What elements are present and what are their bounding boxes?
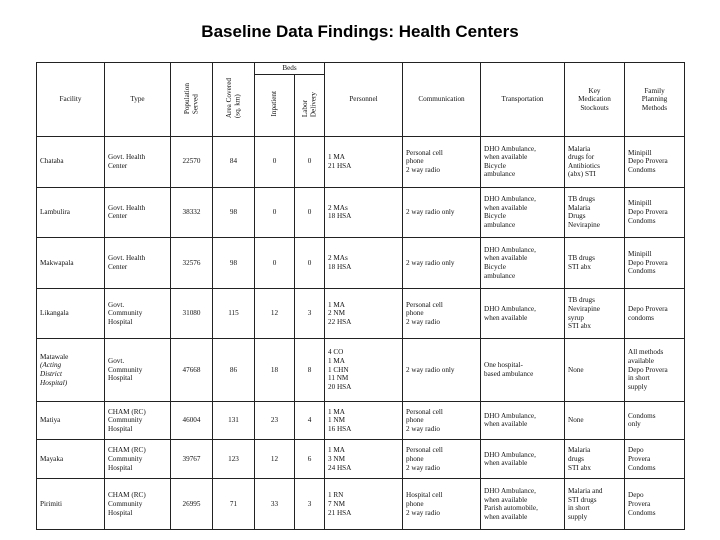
header-beds: Beds xyxy=(255,63,325,75)
population-cell: 46004 xyxy=(171,401,213,440)
population-cell: 22570 xyxy=(171,137,213,188)
communication-cell: 2 way radio only xyxy=(403,339,481,401)
population-cell: 31080 xyxy=(171,288,213,339)
transportation-cell: DHO Ambulance, when available Bicycle ambulance xyxy=(481,137,565,188)
communication-cell: Hospital cell phone 2 way radio xyxy=(403,479,481,530)
page-title: Baseline Data Findings: Health Centers xyxy=(201,22,519,41)
transportation-cell: DHO Ambulance, when available Bicycle ambulance xyxy=(481,238,565,289)
facility-note: (Acting District Hospital) xyxy=(40,361,68,387)
inpatient-cell: 18 xyxy=(255,339,295,401)
facility-name: Mayaka xyxy=(40,455,64,464)
labor-cell: 3 xyxy=(295,479,325,530)
table-row xyxy=(37,137,685,188)
communication-cell: Personal cell phone 2 way radio xyxy=(403,440,481,479)
labor-cell: 6 xyxy=(295,440,325,479)
area-cell: 98 xyxy=(213,187,255,238)
facility-name: Chataba xyxy=(40,157,64,166)
table-row xyxy=(37,238,685,289)
family-planning-cell: Minipill Depo Provera Condoms xyxy=(625,137,685,188)
facility-cell xyxy=(37,288,105,339)
transportation-cell: DHO Ambulance, when available Parish automobile, when available xyxy=(481,479,565,530)
table-row xyxy=(37,339,685,401)
transportation-cell: DHO Ambulance, when available Bicycle ambulance xyxy=(481,187,565,238)
personnel-cell: 1 MA 2 NM 22 HSA xyxy=(325,288,403,339)
personnel-cell: 1 RN 7 NM 21 HSA xyxy=(325,479,403,530)
family-planning-cell: All methods available Depo Provera in short supply xyxy=(625,339,685,401)
header-inpatient: Inpatient xyxy=(255,75,295,137)
personnel-cell: 1 MA 3 NM 24 HSA xyxy=(325,440,403,479)
header-area: Area Covered (sq. km) xyxy=(213,63,255,137)
type-cell: CHAM (RC) Community Hospital xyxy=(105,401,171,440)
medication-cell: None xyxy=(565,401,625,440)
communication-cell: Personal cell phone 2 way radio xyxy=(403,288,481,339)
facility-cell xyxy=(37,238,105,289)
table-row xyxy=(37,288,685,339)
facility-name: Lambulira xyxy=(40,208,70,217)
area-cell: 115 xyxy=(213,288,255,339)
inpatient-cell: 12 xyxy=(255,288,295,339)
facility-name: Matiya xyxy=(40,416,61,425)
area-cell: 131 xyxy=(213,401,255,440)
area-cell: 98 xyxy=(213,238,255,289)
type-cell: CHAM (RC) Community Hospital xyxy=(105,440,171,479)
type-cell: Govt. Health Center xyxy=(105,238,171,289)
family-planning-cell: Depo Provera Condoms xyxy=(625,479,685,530)
header-population: Population Served xyxy=(171,63,213,137)
area-cell: 84 xyxy=(213,137,255,188)
header-communication: Communication xyxy=(403,63,481,137)
header-medication: Key Medication Stockouts xyxy=(565,63,625,137)
facility-cell xyxy=(37,137,105,188)
facility-name: Likangala xyxy=(40,309,69,318)
labor-cell: 8 xyxy=(295,339,325,401)
medication-cell: None xyxy=(565,339,625,401)
family-planning-cell: Condoms only xyxy=(625,401,685,440)
header-family-planning: Family Planning Methods xyxy=(625,63,685,137)
communication-cell: Personal cell phone 2 way radio xyxy=(403,401,481,440)
header-facility: Facility xyxy=(37,63,105,137)
medication-cell: TB drugs Malaria Drugs Nevirapine xyxy=(565,187,625,238)
table-row xyxy=(37,187,685,238)
area-cell: 71 xyxy=(213,479,255,530)
facility-name: Pirimiti xyxy=(40,499,62,508)
table-row xyxy=(37,401,685,440)
facility-cell xyxy=(37,339,105,401)
header-transportation: Transportation xyxy=(481,63,565,137)
facility-cell xyxy=(37,479,105,530)
population-cell: 26995 xyxy=(171,479,213,530)
inpatient-cell: 0 xyxy=(255,238,295,289)
medication-cell: TB drugs STI abx xyxy=(565,238,625,289)
family-planning-cell: Depo Provera Condoms xyxy=(625,440,685,479)
type-cell: CHAM (RC) Community Hospital xyxy=(105,479,171,530)
personnel-cell: 4 CO 1 MA 1 CHN 11 NM 20 HSA xyxy=(325,339,403,401)
transportation-cell: DHO Ambulance, when available xyxy=(481,401,565,440)
facility-cell xyxy=(37,440,105,479)
type-cell: Govt. Health Center xyxy=(105,137,171,188)
header-labor: Labor Delivery xyxy=(295,75,325,137)
facility-name: Matawale xyxy=(40,352,69,361)
type-cell: Govt. Community Hospital xyxy=(105,339,171,401)
facility-cell xyxy=(37,187,105,238)
inpatient-cell: 12 xyxy=(255,440,295,479)
labor-cell: 4 xyxy=(295,401,325,440)
area-cell: 86 xyxy=(213,339,255,401)
transportation-cell: DHO Ambulance, when available xyxy=(481,440,565,479)
header-personnel: Personnel xyxy=(325,63,403,137)
communication-cell: 2 way radio only xyxy=(403,187,481,238)
medication-cell: Malaria drugs for Antibiotics (abx) STI xyxy=(565,137,625,188)
medication-cell: Malaria and STI drugs in short supply xyxy=(565,479,625,530)
personnel-cell: 2 MAs 18 HSA xyxy=(325,187,403,238)
population-cell: 39767 xyxy=(171,440,213,479)
population-cell: 32576 xyxy=(171,238,213,289)
medication-cell: Malaria drugs STI abx xyxy=(565,440,625,479)
type-cell: Govt. Health Center xyxy=(105,187,171,238)
inpatient-cell: 0 xyxy=(255,137,295,188)
inpatient-cell: 0 xyxy=(255,187,295,238)
table-row xyxy=(37,440,685,479)
personnel-cell: 1 MA 21 HSA xyxy=(325,137,403,188)
population-cell: 47668 xyxy=(171,339,213,401)
population-cell: 38332 xyxy=(171,187,213,238)
table-row xyxy=(37,479,685,530)
labor-cell: 3 xyxy=(295,288,325,339)
table-body xyxy=(37,137,685,530)
communication-cell: 2 way radio only xyxy=(403,238,481,289)
area-cell: 123 xyxy=(213,440,255,479)
labor-cell: 0 xyxy=(295,137,325,188)
type-cell: Govt. Community Hospital xyxy=(105,288,171,339)
communication-cell: Personal cell phone 2 way radio xyxy=(403,137,481,188)
facility-name: Makwapala xyxy=(40,258,74,267)
inpatient-cell: 33 xyxy=(255,479,295,530)
labor-cell: 0 xyxy=(295,238,325,289)
health-centers-table xyxy=(36,62,685,530)
family-planning-cell: Depo Provera condoms xyxy=(625,288,685,339)
personnel-cell: 2 MAs 18 HSA xyxy=(325,238,403,289)
header-type: Type xyxy=(105,63,171,137)
transportation-cell: One hospital- based ambulance xyxy=(481,339,565,401)
family-planning-cell: Minipill Depo Provera Condoms xyxy=(625,238,685,289)
family-planning-cell: Minipill Depo Provera Condoms xyxy=(625,187,685,238)
personnel-cell: 1 MA 1 NM 16 HSA xyxy=(325,401,403,440)
transportation-cell: DHO Ambulance, when available xyxy=(481,288,565,339)
medication-cell: TB drugs Nevirapine syrup STI abx xyxy=(565,288,625,339)
facility-cell xyxy=(37,401,105,440)
labor-cell: 0 xyxy=(295,187,325,238)
inpatient-cell: 23 xyxy=(255,401,295,440)
header-row-top xyxy=(37,63,685,75)
